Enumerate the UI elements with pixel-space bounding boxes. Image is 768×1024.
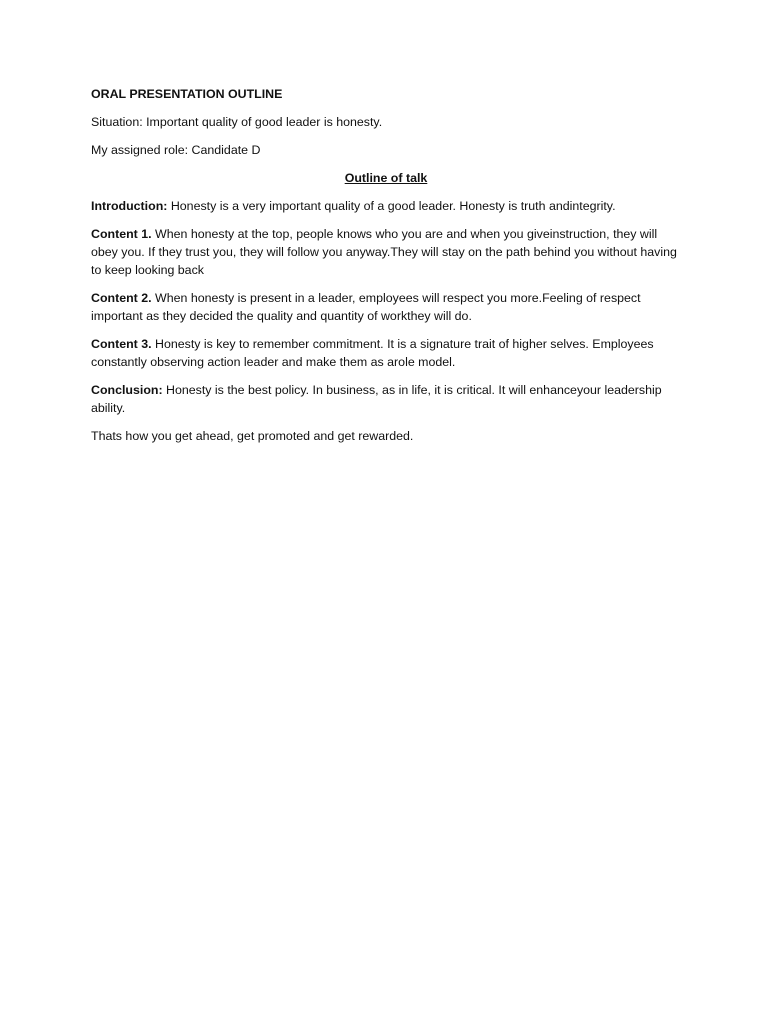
section-label: Conclusion: (91, 383, 163, 397)
section-introduction (91, 197, 681, 215)
section-content-3 (91, 335, 681, 371)
role-line (91, 141, 681, 159)
section-label: Content 3. (91, 337, 152, 351)
outline-heading: Outline of talk (344, 171, 428, 185)
section-text: Honesty is a very important quality of a good leader. Honesty is truth andintegrity. (167, 199, 616, 213)
section-text: Honesty is the best policy. In business, as in life, it is critical. It will enhanceyour leadership ability. (91, 383, 662, 415)
section-content-2 (91, 289, 681, 325)
document-page (91, 85, 681, 455)
section-conclusion (91, 381, 681, 417)
document-title: ORAL PRESENTATION OUTLINE (91, 87, 283, 101)
section-text: When honesty at the top, people knows who you are and when you giveinstruction, they will obey you. If they trust you, they will follow you anyway.They will stay on the path behind you without having to keep looking back (91, 227, 677, 277)
section-label: Content 1. (91, 227, 152, 241)
section-label: Introduction: (91, 199, 168, 213)
section-text: Honesty is key to remember commitment. It is a signature trait of higher selves. Employees constantly observing action leader and make them as arole model. (91, 337, 654, 369)
situation-text: Important quality of good leader is honesty. (142, 115, 383, 129)
role-label: My assigned role: (91, 143, 189, 157)
closing-line: Thats how you get ahead, get promoted and get rewarded. (91, 429, 414, 443)
situation-line (91, 113, 681, 131)
section-content-1 (91, 225, 681, 279)
section-text: When honesty is present in a leader, employees will respect you more.Feeling of respect important as they decided the quality and quantity of workthey will do. (91, 291, 641, 323)
section-label: Content 2. (91, 291, 152, 305)
role-text: Candidate D (188, 143, 261, 157)
situation-label: Situation: (91, 115, 143, 129)
